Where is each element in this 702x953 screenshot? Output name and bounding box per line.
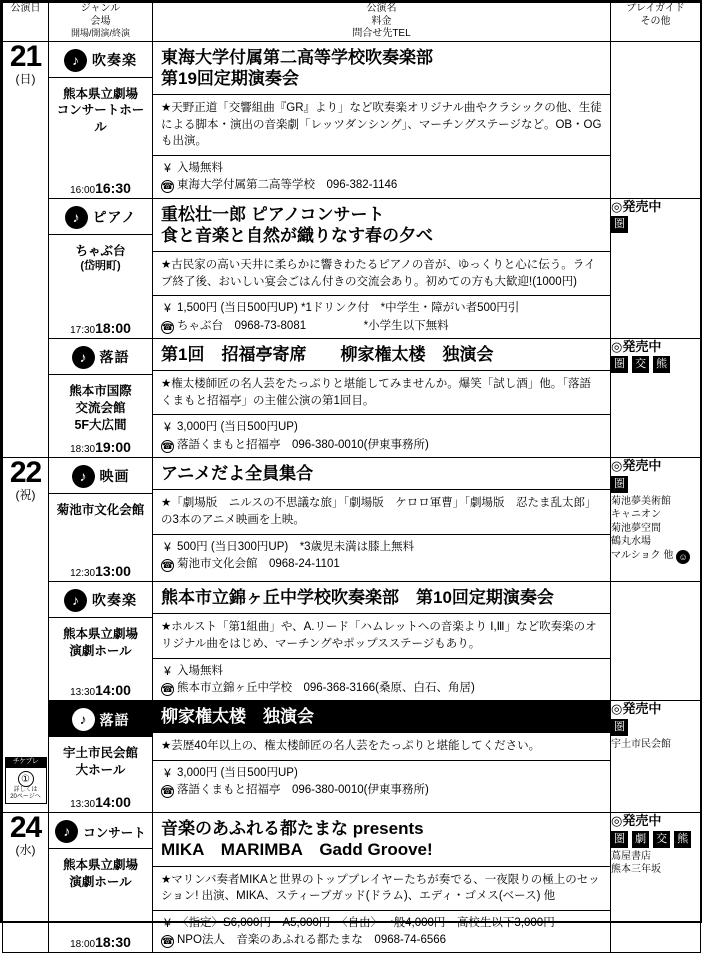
time-start: 14:00 bbox=[95, 794, 131, 811]
event-times bbox=[49, 934, 152, 950]
tel-row bbox=[161, 556, 602, 573]
event-title-line: MIKA MARIMBA Gadd Groove! bbox=[161, 840, 433, 860]
onsale-label: ◎発売中 bbox=[611, 457, 662, 473]
guide-badge[interactable]: 圏 bbox=[611, 476, 628, 493]
tel-row bbox=[161, 680, 602, 697]
header-main-line1: 公演名 bbox=[366, 3, 397, 14]
guide-badge[interactable]: 圏 bbox=[611, 831, 628, 848]
event-description: ★マリンバ奏者MIKAと世界のトッププレイヤーたちが奏でる、一夜限りの極上のセッション! 出演、MIKA、スティーブガッド(ドラム)、エディ・ゴメス(ベース) 他 bbox=[153, 867, 610, 911]
event-title bbox=[153, 339, 610, 371]
event-main-cell bbox=[153, 701, 611, 813]
genre-header bbox=[49, 339, 152, 375]
guide-cell bbox=[611, 41, 701, 198]
ticket-pre-number: ① bbox=[18, 771, 34, 787]
guide-badge[interactable]: 熊 bbox=[674, 831, 691, 848]
guide-badge[interactable]: 交 bbox=[653, 831, 670, 848]
event-times bbox=[49, 682, 152, 698]
header-genre-line1: ジャンル bbox=[80, 3, 121, 14]
guide-badge[interactable]: 圏 bbox=[611, 356, 628, 373]
guide-badge[interactable]: 圏 bbox=[611, 719, 628, 736]
genre-cell bbox=[49, 581, 153, 700]
venue bbox=[49, 375, 152, 438]
event-times bbox=[49, 320, 152, 336]
venue bbox=[49, 737, 152, 783]
ticket-pre-detail: 詳しくは bbox=[13, 786, 38, 793]
venue-line: 熊本市国際 bbox=[69, 383, 132, 398]
guide-outlet: 宇土市民会館 bbox=[611, 738, 671, 750]
venue-line: 演劇ホール bbox=[69, 874, 132, 889]
event-title bbox=[153, 582, 610, 614]
guide-outlet-last bbox=[611, 549, 700, 564]
event-title-line: 柳家権太楼 独演会 bbox=[161, 707, 314, 727]
genre-header bbox=[49, 582, 152, 618]
yen-icon: ¥ bbox=[164, 915, 171, 930]
guide-badges bbox=[611, 216, 700, 233]
date-cell bbox=[3, 457, 49, 812]
venue bbox=[49, 618, 152, 664]
guide-badges bbox=[611, 719, 700, 736]
event-fees bbox=[153, 659, 610, 701]
ticket-pre-body bbox=[5, 768, 47, 804]
phone-icon: ☎ bbox=[162, 786, 174, 797]
event-fees bbox=[153, 156, 610, 198]
music-note-icon: ♪ bbox=[64, 49, 87, 72]
event-title-line: 食と音楽と自然が織りなす春の夕べ bbox=[161, 225, 433, 245]
header-main-line2: 料金 bbox=[371, 15, 392, 27]
tel-row bbox=[161, 932, 602, 949]
genre-cell bbox=[49, 813, 153, 953]
yen-icon: ¥ bbox=[164, 161, 171, 176]
fee-text: 入場無料 bbox=[177, 664, 223, 677]
guide-badges bbox=[611, 356, 700, 373]
fee-text: 3,000円 (当日500円UP) bbox=[177, 766, 298, 779]
fee-row bbox=[161, 915, 602, 932]
event-row bbox=[3, 701, 701, 813]
tel-text: ちゃぶ台 0968-73-8081 *小学生以下無料 bbox=[177, 319, 449, 332]
date-cell bbox=[3, 41, 49, 457]
tel-text: 熊本市立錦ヶ丘中学校 096-368-3166(桑原、白石、角居) bbox=[177, 681, 475, 694]
phone-icon: ☎ bbox=[162, 181, 174, 192]
genre-cell bbox=[49, 41, 153, 198]
tel-row bbox=[161, 318, 602, 335]
onsale-label: ◎発売中 bbox=[611, 338, 662, 354]
yen-icon: ¥ bbox=[164, 539, 171, 554]
guide-outlet: キャニオン bbox=[611, 509, 661, 521]
event-description: ★権太楼師匠の名人芸をたっぷりと堪能してみませんか。爆笑「試し酒」他。「落語くまもと招福亭」の主催公演の第1回目。 bbox=[153, 371, 610, 415]
header-guide-line1: プレイガイド bbox=[626, 3, 685, 14]
event-title-line: 東海大学付属第二高等学校吹奏楽部 bbox=[161, 47, 433, 67]
venue bbox=[49, 235, 152, 279]
event-description: ★芸歴40年以上の、権太楼師匠の名人芸をたっぷりと堪能してください。 bbox=[153, 733, 610, 761]
tel-row bbox=[161, 782, 602, 799]
event-description: ★「劇場版 ニルスの不思議な旅」「劇場版 ケロロ軍曹」「劇場版 忍たま乱太郎」の3本のアニメ映画を上映。 bbox=[153, 490, 610, 534]
guide-cell bbox=[611, 581, 701, 700]
onsale-label: ◎発売中 bbox=[611, 701, 662, 717]
venue-line: (岱明町) bbox=[80, 260, 121, 273]
time-start: 18:30 bbox=[95, 934, 131, 951]
fee-row bbox=[161, 160, 602, 177]
genre-header bbox=[49, 458, 152, 494]
guide-cell bbox=[611, 701, 701, 813]
time-open: 16:00 bbox=[70, 184, 96, 196]
music-note-icon: ♪ bbox=[55, 820, 78, 843]
date-weekday: (日) bbox=[15, 71, 36, 86]
date-weekday: (祝) bbox=[15, 487, 36, 502]
guide-outlet: 蔦屋書店 bbox=[611, 850, 651, 862]
genre-label: 吹奏楽 bbox=[92, 52, 137, 68]
guide-outlet: 菊池夢空間 bbox=[611, 522, 661, 534]
smiley-icon: ☺ bbox=[676, 550, 690, 564]
tel-text: 東海大学付属第二高等学校 096-382-1146 bbox=[177, 179, 398, 192]
fee-row bbox=[161, 663, 602, 680]
genre-label: ピアノ bbox=[92, 209, 137, 226]
genre-header bbox=[49, 813, 152, 849]
date-number: 21 bbox=[9, 39, 42, 73]
guide-outlet-list bbox=[611, 495, 700, 564]
time-open: 13:30 bbox=[70, 799, 96, 811]
event-row bbox=[3, 457, 701, 581]
music-note-icon: ♪ bbox=[65, 206, 88, 229]
fee-row bbox=[161, 539, 602, 556]
phone-icon: ☎ bbox=[162, 559, 174, 570]
ticket-pre-brand: チケプレ bbox=[5, 757, 47, 768]
fee-row bbox=[161, 419, 602, 436]
event-times bbox=[49, 439, 152, 455]
yen-icon: ¥ bbox=[164, 420, 171, 435]
yen-icon: ¥ bbox=[164, 301, 171, 316]
header-guide bbox=[611, 3, 701, 42]
guide-cell bbox=[611, 457, 701, 581]
genre-header bbox=[49, 701, 152, 737]
venue-line: 熊本県立劇場 bbox=[62, 626, 138, 641]
event-title bbox=[153, 42, 610, 96]
time-open: 17:30 bbox=[70, 324, 96, 336]
guide-badge[interactable]: 交 bbox=[632, 356, 649, 373]
event-main-cell bbox=[153, 813, 611, 953]
venue-line: 5F大広間 bbox=[74, 417, 127, 432]
fee-row bbox=[161, 300, 602, 317]
genre-cell bbox=[49, 338, 153, 457]
music-note-icon: ♪ bbox=[72, 465, 95, 488]
event-title-line: 第19回定期演奏会 bbox=[161, 68, 299, 88]
guide-badge[interactable]: 熊 bbox=[653, 356, 670, 373]
guide-badges bbox=[611, 476, 700, 493]
event-row bbox=[3, 581, 701, 700]
time-open: 12:30 bbox=[70, 567, 96, 579]
event-times bbox=[49, 794, 152, 810]
music-note-icon: ♪ bbox=[72, 708, 95, 731]
event-main-cell bbox=[153, 198, 611, 338]
time-open: 18:30 bbox=[70, 443, 96, 455]
music-note-icon: ♪ bbox=[64, 589, 87, 612]
fee-text: 1,500円 (当日500円UP) *1ドリンク付 *中学生・障がい者500円引 bbox=[177, 302, 520, 315]
genre-label: コンサート bbox=[83, 825, 146, 840]
event-description: ★天野正道「交響組曲『GR』より」など吹奏楽オリジナル曲やクラシックの他、生徒による脚本・演出の音楽劇「レッツダンシング」、マーチングステージなど。OB・OGも出演。 bbox=[153, 95, 610, 156]
time-open: 18:00 bbox=[70, 939, 96, 951]
tel-row bbox=[161, 437, 602, 454]
event-description: ★ホルスト「第1組曲」や、A.リード「ハムレットへの音楽より Ⅰ,Ⅲ」など吹奏楽のオリジナル曲をはじめ、マーチングやポップスステージもあり。 bbox=[153, 614, 610, 658]
fee-text: 500円 (当日300円UP) *3歳児未満は膝上無料 bbox=[177, 540, 415, 553]
venue bbox=[49, 494, 152, 523]
music-note-icon: ♪ bbox=[72, 346, 95, 369]
time-start: 18:00 bbox=[95, 319, 131, 336]
ticket-pre-page: 20ページへ bbox=[10, 793, 41, 800]
genre-label: 落語 bbox=[99, 711, 130, 728]
tel-text: 落語くまもと招福亭 096-380-0010(伊東事務所) bbox=[177, 784, 429, 797]
tel-row bbox=[161, 177, 602, 194]
header-genre-line2: 会場 bbox=[90, 15, 111, 27]
schedule-table bbox=[2, 2, 701, 953]
event-row bbox=[3, 198, 701, 338]
time-start: 13:00 bbox=[95, 562, 131, 579]
header-date: 公演日 bbox=[3, 3, 49, 42]
event-title-line: 重松壮一郎 ピアノコンサート bbox=[161, 204, 385, 224]
event-row bbox=[3, 813, 701, 953]
event-fees bbox=[153, 296, 610, 338]
event-fees bbox=[153, 761, 610, 803]
guide-outlet: 熊本三年坂 bbox=[611, 864, 661, 876]
event-description: ★古民家の高い天井に柔らかに響きわたるピアノの音が、ゆっくりと心に伝う。ライブ終了後、おいしい宴会ごはん付きの交流会あり。初めての方も大歓迎!(1000円) bbox=[153, 252, 610, 296]
fee-row bbox=[161, 765, 602, 782]
guide-outlet-list bbox=[611, 850, 700, 877]
genre-header bbox=[49, 42, 152, 78]
venue-line: 大ホール bbox=[75, 762, 126, 777]
event-title bbox=[153, 813, 610, 867]
genre-label: 落語 bbox=[99, 349, 130, 366]
date-weekday: (水) bbox=[15, 843, 36, 858]
event-title-line: 音楽のあふれる都たまな presents bbox=[161, 819, 424, 839]
header-main bbox=[153, 3, 611, 42]
venue-line: コンサートホール bbox=[56, 103, 145, 135]
header-genre bbox=[49, 3, 153, 42]
event-main-cell bbox=[153, 457, 611, 581]
header-guide-line2: その他 bbox=[640, 15, 671, 27]
venue-line: 宇土市民会館 bbox=[62, 746, 138, 761]
guide-cell bbox=[611, 813, 701, 953]
onsale-label: ◎発売中 bbox=[611, 198, 662, 214]
event-title bbox=[153, 701, 610, 733]
time-start: 16:30 bbox=[95, 179, 131, 196]
phone-icon: ☎ bbox=[162, 321, 174, 332]
header-genre-line3: 開場/開演/終演 bbox=[70, 28, 130, 38]
guide-outlet-list bbox=[611, 738, 700, 752]
genre-cell bbox=[49, 198, 153, 338]
guide-cell bbox=[611, 338, 701, 457]
event-fees bbox=[153, 535, 610, 577]
genre-cell bbox=[49, 457, 153, 581]
ticket-pre-badge[interactable] bbox=[5, 757, 47, 804]
event-row bbox=[3, 338, 701, 457]
date-number: 22 bbox=[9, 455, 42, 489]
event-fees bbox=[153, 911, 610, 953]
event-row bbox=[3, 41, 701, 198]
guide-outlet: 菊池夢美術館 bbox=[611, 495, 671, 507]
event-title-line: アニメだよ全員集合 bbox=[161, 463, 314, 483]
guide-cell bbox=[611, 198, 701, 338]
venue-line: ちゃぶ台 bbox=[75, 243, 126, 258]
venue-line: 交流会館 bbox=[75, 400, 126, 415]
venue-line: 演劇ホール bbox=[69, 643, 132, 658]
event-times bbox=[49, 180, 152, 196]
yen-icon: ¥ bbox=[164, 765, 171, 780]
guide-badge[interactable]: 劇 bbox=[632, 831, 649, 848]
genre-cell bbox=[49, 701, 153, 813]
event-main-cell bbox=[153, 338, 611, 457]
yen-icon: ¥ bbox=[164, 663, 171, 678]
date-cell bbox=[3, 813, 49, 953]
tel-text: 落語くまもと招福亭 096-380-0010(伊東事務所) bbox=[177, 438, 429, 451]
header-main-line3: 問合せ先TEL bbox=[352, 28, 411, 39]
venue bbox=[49, 849, 152, 895]
event-title-line: 第1回 招福亭寄席 柳家権太楼 独演会 bbox=[161, 344, 494, 364]
genre-label: 映画 bbox=[99, 468, 130, 485]
phone-icon: ☎ bbox=[162, 683, 174, 694]
event-title bbox=[153, 458, 610, 490]
event-main-cell bbox=[153, 41, 611, 198]
event-title-line: 熊本市立錦ヶ丘中学校吹奏楽部 第10回定期演奏会 bbox=[161, 587, 554, 607]
time-start: 14:00 bbox=[95, 682, 131, 699]
event-main-cell bbox=[153, 581, 611, 700]
venue bbox=[49, 78, 152, 141]
guide-badge[interactable]: 圏 bbox=[611, 216, 628, 233]
guide-outlet: マルショク 他 bbox=[611, 549, 674, 561]
phone-icon: ☎ bbox=[162, 936, 174, 947]
onsale-label: ◎発売中 bbox=[611, 813, 662, 829]
fee-text: 入場無料 bbox=[177, 162, 223, 175]
fee-text: 〈指定〉S6,000円 A5,000円 〈自由〉一般4,000円 高校生以下3,000円 bbox=[177, 916, 555, 929]
tel-text: 菊池市文化会館 0968-24-1101 bbox=[177, 557, 340, 570]
event-fees bbox=[153, 415, 610, 457]
event-title bbox=[153, 199, 610, 253]
genre-header bbox=[49, 199, 152, 235]
time-open: 13:30 bbox=[70, 687, 96, 699]
event-times bbox=[49, 563, 152, 579]
tel-text: NPO法人 音楽のあふれる都たまな 0968-74-6566 bbox=[177, 934, 447, 947]
guide-outlet: 鶴丸水場 bbox=[611, 536, 651, 548]
table-header-row bbox=[3, 3, 701, 42]
genre-label: 吹奏楽 bbox=[92, 592, 137, 609]
guide-badges bbox=[611, 831, 700, 848]
phone-icon: ☎ bbox=[162, 440, 174, 451]
venue-line: 熊本県立劇場 bbox=[62, 86, 138, 101]
time-start: 19:00 bbox=[95, 438, 131, 455]
date-number: 24 bbox=[9, 811, 42, 845]
venue-line: 熊本県立劇場 bbox=[62, 858, 138, 873]
fee-text: 3,000円 (当日500円UP) bbox=[177, 421, 298, 434]
venue-line: 菊池市文化会館 bbox=[56, 502, 145, 517]
